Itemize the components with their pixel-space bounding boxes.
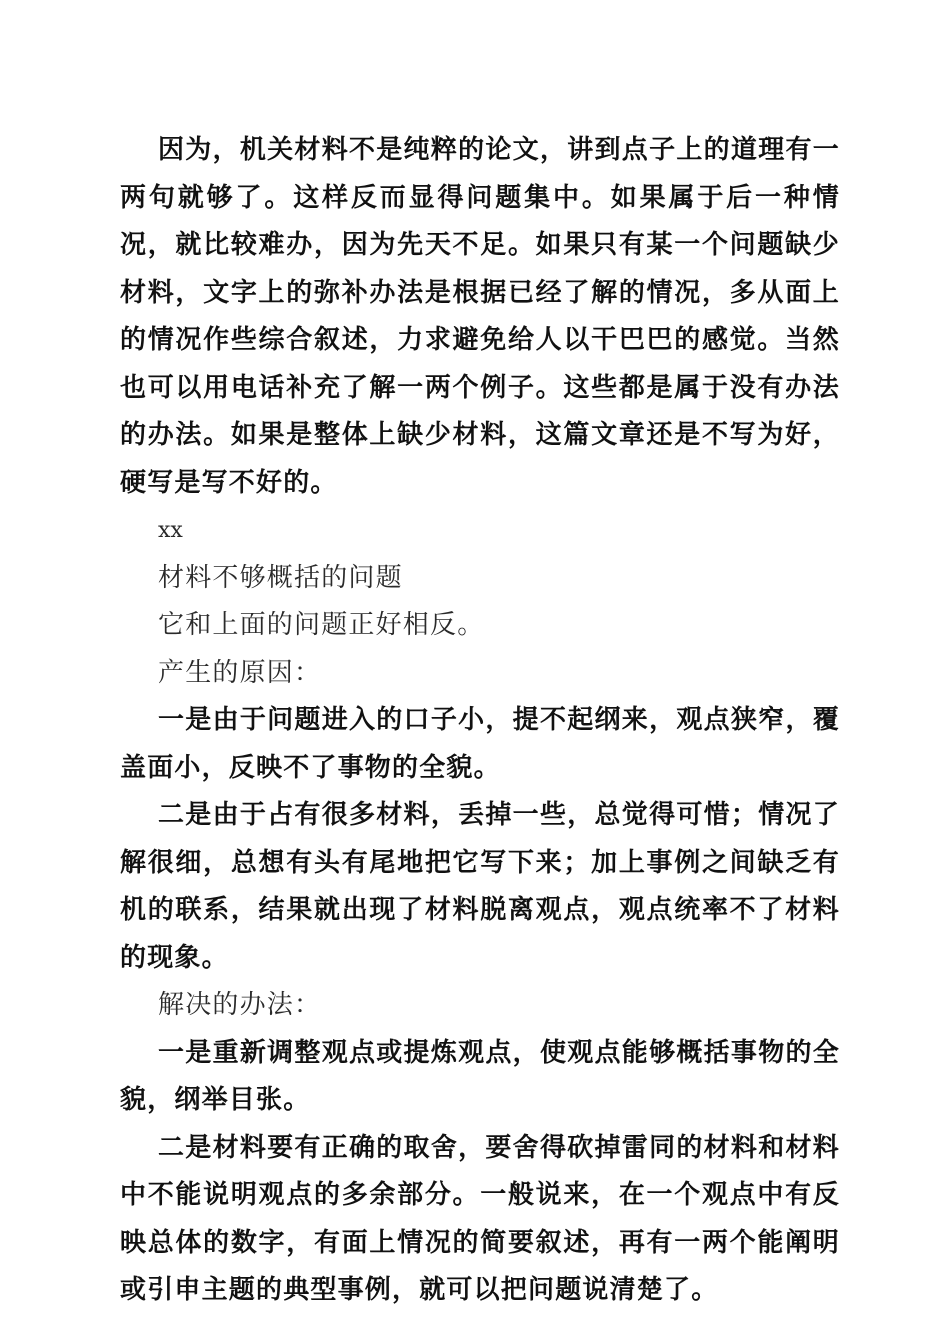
section-number: xx: [158, 518, 183, 543]
solution-one: 一是重新调整观点或提炼观点，使观点能够概括事物的全貌，纲举目张。: [120, 1037, 840, 1115]
cause-two: 二是由于占有很多材料，丢掉一些，总觉得可惜；情况了解很细，总想有头有尾地把它写下来；加上事例之间缺乏有机的联系，结果就出现了材料脱离观点，观点统率不了材料的现象。: [120, 800, 840, 973]
paragraph-intro: 它和上面的问题正好相反。: [158, 610, 485, 640]
causes-heading: 产生的原因：: [158, 657, 322, 688]
document-body: [120, 127, 840, 1315]
section-heading: 材料不够概括的问题: [158, 562, 403, 593]
solutions-heading: 解决的办法：: [158, 990, 322, 1020]
solution-two: 二是材料要有正确的取舍，要舍得砍掉雷同的材料和材料中不能说明观点的多余部分。一般说来，在一个观点中有反映总体的数字，有面上情况的简要叙述，再有一两个能阐明或引申主题的典型事例，就可以把问题说清楚了。: [120, 1132, 840, 1305]
cause-one: 一是由于问题进入的口子小，提不起纲来，观点狭窄，覆盖面小，反映不了事物的全貌。: [120, 705, 840, 783]
paragraph-material-shortage: 因为，机关材料不是纯粹的论文，讲到点子上的道理有一两句就够了。这样反而显得问题集中。如果属于后一种情况，就比较难办，因为先天不足。如果只有某一个问题缺少材料，文字上的弥补办法是根据已经了解的情况，多从面上的情况作些综合叙述，力求避免给人以干巴巴的感觉。当然也可以用电话补充了解一两个例子。这些都是属于没有办法的办法。如果是整体上缺少材料，这篇文章还是不写为好，硬写是写不好的。: [120, 135, 840, 498]
